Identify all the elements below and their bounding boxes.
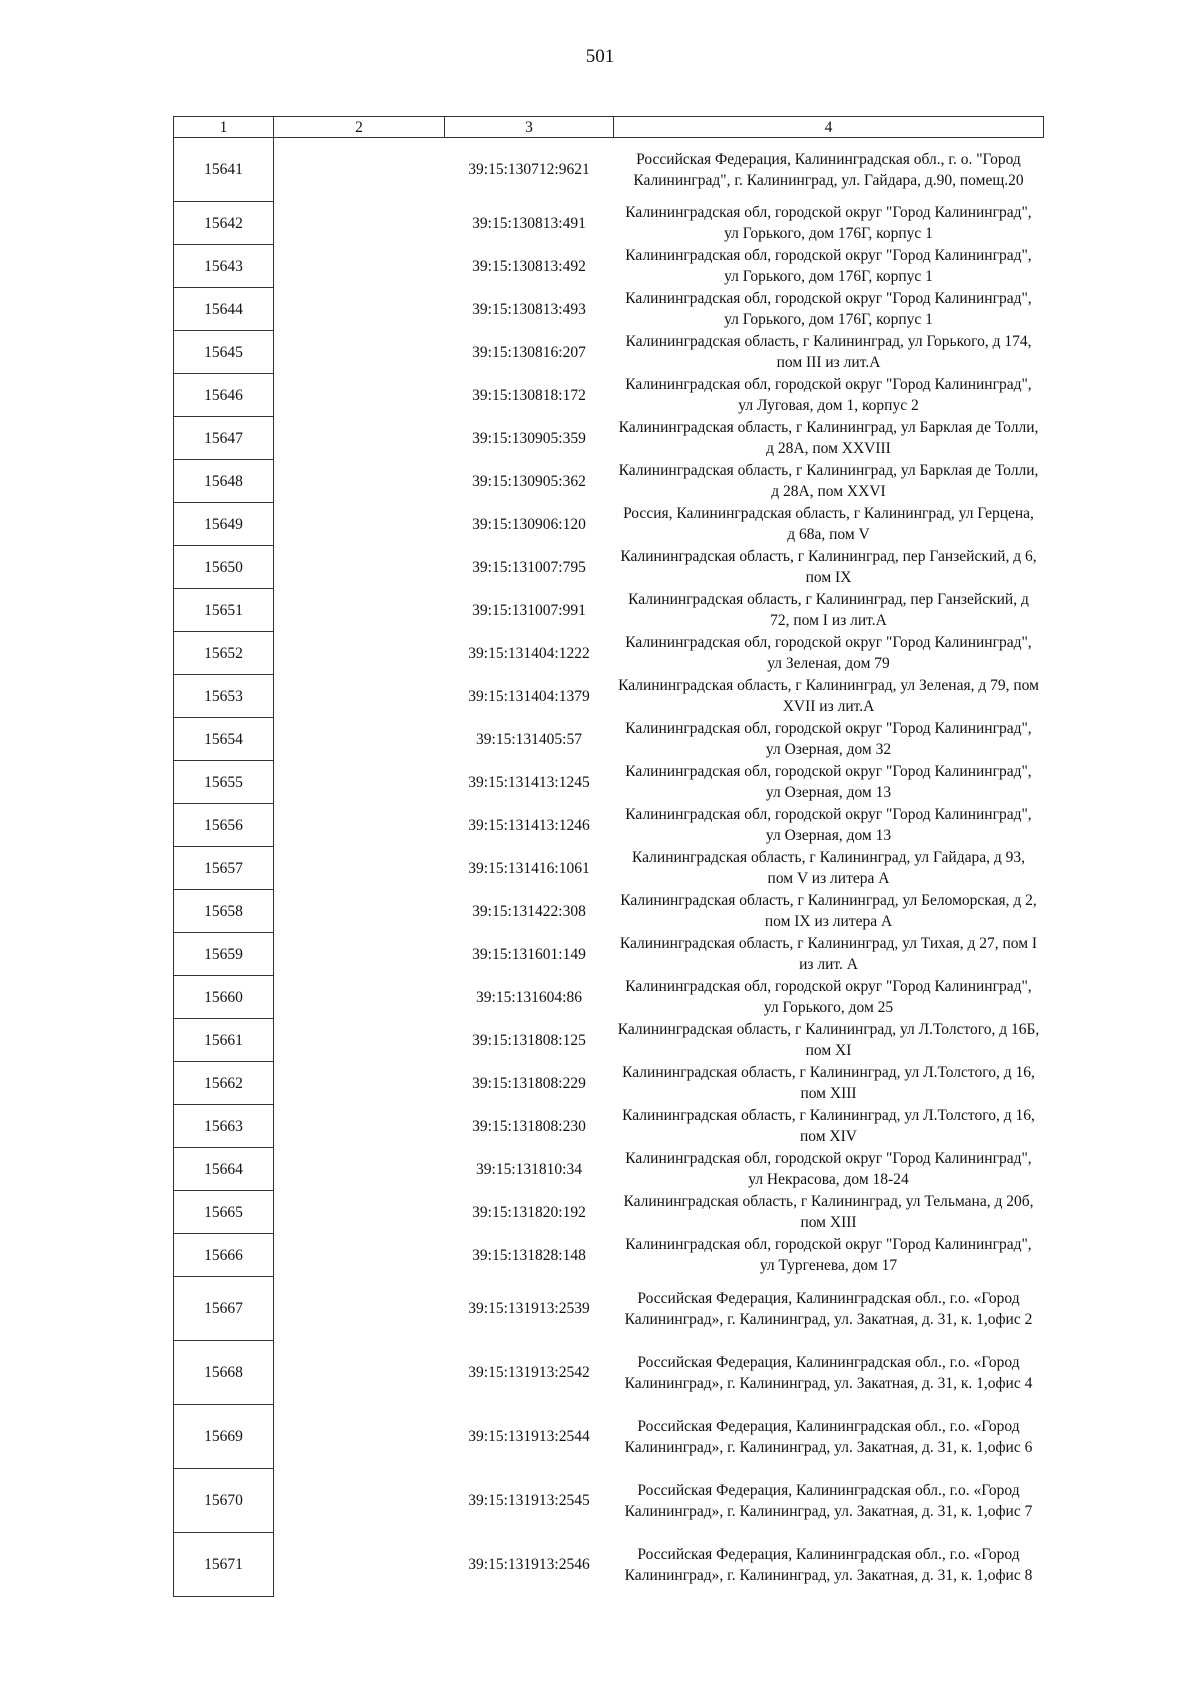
address-cell: Калининградская область, г Калининград, ул Л.Толстого, д 16, пом XIV <box>622 1107 1035 1145</box>
cadastral-number-cell: 39:15:131007:795 <box>472 558 586 576</box>
row-number-cell: 15660 <box>174 976 274 1019</box>
row-number-cell: 15667 <box>174 1277 274 1341</box>
row-number-cell: 15646 <box>174 374 274 417</box>
address-cell: Калининградская область, г Калининград, пер Ганзейский, д 6, пом IX <box>620 548 1037 586</box>
table-row <box>174 1405 1044 1469</box>
empty-cell <box>274 1148 445 1191</box>
empty-cell <box>274 718 445 761</box>
address-cell: Калининградская область, г Калининград, ул Барклая де Толли, д 28А, пом XXVIII <box>618 419 1039 457</box>
row-number-cell: 15664 <box>174 1148 274 1191</box>
column-header-2: 2 <box>274 117 445 138</box>
cadastral-number-cell: 39:15:131913:2545 <box>468 1492 590 1509</box>
cadastral-number-cell: 39:15:131810:34 <box>476 1160 582 1178</box>
cadastral-number-cell: 39:15:131808:230 <box>472 1117 586 1135</box>
row-number-cell: 15644 <box>174 288 274 331</box>
table-row <box>174 546 1044 589</box>
empty-cell <box>274 675 445 718</box>
empty-cell <box>274 1191 445 1234</box>
cadastral-number-cell: 39:15:131828:148 <box>472 1246 586 1264</box>
address-cell: Российская Федерация, Калининградская обл., г.о. «Город Калининград», г. Калининград, ул. Закатная, д. 31, к. 1,офис 2 <box>624 1289 1033 1328</box>
row-number-cell: 15659 <box>174 933 274 976</box>
cadastral-number-cell: 39:15:130813:493 <box>472 300 586 318</box>
empty-cell <box>274 417 445 460</box>
table-row <box>174 503 1044 546</box>
table-row <box>174 1341 1044 1405</box>
empty-cell <box>274 847 445 890</box>
row-number-cell: 15654 <box>174 718 274 761</box>
table-row <box>174 138 1044 202</box>
address-cell: Российская Федерация, Калининградская обл., г.о. «Город Калининград», г. Калининград, ул. Закатная, д. 31, к. 1,офис 6 <box>624 1417 1033 1456</box>
table-row <box>174 1062 1044 1105</box>
address-cell: Калининградская обл, городской округ "Город Калининград", ул Горького, дом 176Г, корпус 1 <box>625 204 1032 242</box>
address-cell: Калининградская обл, городской округ "Город Калининград", ул Горького, дом 176Г, корпус 1 <box>625 290 1032 328</box>
table-row <box>174 632 1044 675</box>
empty-cell <box>274 589 445 632</box>
empty-cell <box>274 1277 445 1341</box>
row-number-cell: 15658 <box>174 890 274 933</box>
address-cell: Калининградская область, г Калининград, ул Гайдара, д 93, пом V из литера А <box>632 849 1025 887</box>
row-number-cell: 15666 <box>174 1234 274 1277</box>
empty-cell <box>274 804 445 847</box>
row-number-cell: 15657 <box>174 847 274 890</box>
table-row <box>174 1234 1044 1277</box>
row-number-cell: 15665 <box>174 1191 274 1234</box>
table-row <box>174 718 1044 761</box>
empty-cell <box>274 632 445 675</box>
row-number-cell: 15662 <box>174 1062 274 1105</box>
row-number-cell: 15669 <box>174 1405 274 1469</box>
row-number-cell: 15642 <box>174 202 274 245</box>
table-row <box>174 1469 1044 1533</box>
table-row <box>174 1105 1044 1148</box>
cadastral-number-cell: 39:15:131007:991 <box>472 601 586 619</box>
empty-cell <box>274 288 445 331</box>
cadastral-number-cell: 39:15:130813:492 <box>472 257 586 275</box>
page-number: 501 <box>585 46 615 67</box>
row-number-cell: 15641 <box>174 138 274 202</box>
cadastral-number-cell: 39:15:130712:9621 <box>468 161 590 179</box>
address-cell: Калининградская область, г Калининград, ул Тихая, д 27, пом I из лит. А <box>619 935 1038 973</box>
row-number-cell: 15663 <box>174 1105 274 1148</box>
registry-table <box>173 116 1044 1597</box>
table-row <box>174 1277 1044 1341</box>
cadastral-number-cell: 39:15:131405:57 <box>476 730 582 748</box>
table-row <box>174 976 1044 1019</box>
address-cell: Калининградская область, г Калининград, ул Л.Толстого, д 16, пом XIII <box>622 1064 1035 1102</box>
address-cell: Калининградская область, г Калининград, пер Ганзейский, д 72, пом I из лит.А <box>628 591 1029 629</box>
cadastral-number-cell: 39:15:131604:86 <box>476 988 582 1006</box>
row-number-cell: 15661 <box>174 1019 274 1062</box>
cadastral-number-cell: 39:15:131404:1379 <box>468 687 590 705</box>
cadastral-number-cell: 39:15:130818:172 <box>472 386 586 404</box>
empty-cell <box>274 546 445 589</box>
address-cell: Калининградская область, г Калининград, ул Горького, д 174, пом III из лит.А <box>625 333 1032 371</box>
empty-cell <box>274 331 445 374</box>
table-body <box>174 117 1044 1597</box>
empty-cell <box>274 460 445 503</box>
row-number-cell: 15643 <box>174 245 274 288</box>
address-cell: Калининградская область, г Калининград, ул Зеленая, д 79, пом XVII из лит.А <box>618 677 1039 715</box>
cadastral-number-cell: 39:15:131413:1245 <box>468 773 590 791</box>
table-row <box>174 245 1044 288</box>
column-header-3: 3 <box>445 117 614 138</box>
cadastral-number-cell: 39:15:131404:1222 <box>468 644 590 662</box>
row-number-cell: 15648 <box>174 460 274 503</box>
address-cell: Калининградская обл, городской округ "Город Калининград", ул Некрасова, дом 18-24 <box>625 1150 1032 1188</box>
empty-cell <box>274 138 445 202</box>
table-row <box>174 761 1044 804</box>
address-cell: Калининградская обл, городской округ "Город Калининград", ул Тургенева, дом 17 <box>625 1236 1032 1274</box>
table-row <box>174 288 1044 331</box>
table-row <box>174 460 1044 503</box>
empty-cell <box>274 1062 445 1105</box>
address-cell: Калининградская область, г Калининград, ул Барклая де Толли, д 28А, пом XXVI <box>618 462 1039 500</box>
address-cell: Калининградская область, г Калининград, ул Тельмана, д 20б, пом XIII <box>623 1193 1034 1231</box>
address-cell: Калининградская обл, городской округ "Город Калининград", ул Озерная, дом 13 <box>625 806 1032 844</box>
address-cell: Калининградская обл, городской округ "Город Калининград", ул Зеленая, дом 79 <box>625 634 1032 672</box>
column-header-4: 4 <box>614 117 1044 138</box>
address-cell: Россия, Калининградская область, г Калининград, ул Герцена, д 68а, пом V <box>623 505 1034 543</box>
cadastral-number-cell: 39:15:130813:491 <box>472 214 586 232</box>
empty-cell <box>274 890 445 933</box>
empty-cell <box>274 1341 445 1405</box>
cadastral-number-cell: 39:15:131913:2542 <box>468 1364 590 1381</box>
table-row <box>174 933 1044 976</box>
empty-cell <box>274 1469 445 1533</box>
table-row <box>174 589 1044 632</box>
address-cell: Российская Федерация, Калининградская обл., г. о. "Город Калининград", г. Калининград, ул. Гайдара, д.90, помещ.20 <box>633 150 1024 189</box>
cadastral-number-cell: 39:15:131601:149 <box>472 945 586 963</box>
table-row <box>174 1191 1044 1234</box>
empty-cell <box>274 1105 445 1148</box>
row-number-cell: 15650 <box>174 546 274 589</box>
row-number-cell: 15656 <box>174 804 274 847</box>
table-row <box>174 1533 1044 1597</box>
cadastral-number-cell: 39:15:131416:1061 <box>468 859 590 877</box>
cadastral-number-cell: 39:15:130905:362 <box>472 472 586 490</box>
empty-cell <box>274 245 445 288</box>
address-cell: Калининградская обл, городской округ "Город Калининград", ул Озерная, дом 32 <box>625 720 1032 758</box>
row-number-cell: 15651 <box>174 589 274 632</box>
empty-cell <box>274 976 445 1019</box>
address-cell: Калининградская обл, городской округ "Город Калининград", ул Озерная, дом 13 <box>625 763 1032 801</box>
empty-cell <box>274 1234 445 1277</box>
address-cell: Калининградская обл, городской округ "Город Калининград", ул Луговая, дом 1, корпус 2 <box>625 376 1032 414</box>
empty-cell <box>274 374 445 417</box>
empty-cell <box>274 503 445 546</box>
row-number-cell: 15670 <box>174 1469 274 1533</box>
table-row <box>174 417 1044 460</box>
row-number-cell: 15645 <box>174 331 274 374</box>
table-row <box>174 675 1044 718</box>
column-header-1: 1 <box>174 117 274 138</box>
empty-cell <box>274 202 445 245</box>
row-number-cell: 15668 <box>174 1341 274 1405</box>
empty-cell <box>274 933 445 976</box>
cadastral-number-cell: 39:15:131913:2544 <box>468 1428 590 1445</box>
cadastral-number-cell: 39:15:130816:207 <box>472 343 586 361</box>
row-number-cell: 15652 <box>174 632 274 675</box>
cadastral-number-cell: 39:15:131808:229 <box>472 1074 586 1092</box>
row-number-cell: 15653 <box>174 675 274 718</box>
address-cell: Российская Федерация, Калининградская обл., г.о. «Город Калининград», г. Калининград, ул. Закатная, д. 31, к. 1,офис 8 <box>624 1545 1033 1584</box>
empty-cell <box>274 761 445 804</box>
row-number-cell: 15655 <box>174 761 274 804</box>
table-row <box>174 202 1044 245</box>
table-row <box>174 847 1044 890</box>
table-row <box>174 890 1044 933</box>
address-cell: Российская Федерация, Калининградская обл., г.о. «Город Калининград», г. Калининград, ул. Закатная, д. 31, к. 1,офис 7 <box>624 1481 1033 1520</box>
table-header-row <box>174 117 1044 138</box>
address-cell: Российская Федерация, Калининградская обл., г.о. «Город Калининград», г. Калининград, ул. Закатная, д. 31, к. 1,офис 4 <box>624 1353 1033 1392</box>
cadastral-number-cell: 39:15:131913:2546 <box>468 1556 590 1573</box>
table-row <box>174 374 1044 417</box>
row-number-cell: 15647 <box>174 417 274 460</box>
empty-cell <box>274 1405 445 1469</box>
cadastral-number-cell: 39:15:131422:308 <box>472 902 586 920</box>
address-cell: Калининградская обл, городской округ "Город Калининград", ул Горького, дом 176Г, корпус 1 <box>625 247 1032 285</box>
empty-cell <box>274 1019 445 1062</box>
cadastral-number-cell: 39:15:131913:2539 <box>468 1300 590 1317</box>
table-row <box>174 1148 1044 1191</box>
row-number-cell: 15671 <box>174 1533 274 1597</box>
empty-cell <box>274 1533 445 1597</box>
address-cell: Калининградская область, г Калининград, ул Беломорская, д 2, пом IX из литера А <box>620 892 1037 930</box>
cadastral-number-cell: 39:15:130905:359 <box>472 429 586 447</box>
table-row <box>174 804 1044 847</box>
row-number-cell: 15649 <box>174 503 274 546</box>
table-row <box>174 331 1044 374</box>
cadastral-number-cell: 39:15:130906:120 <box>472 515 586 533</box>
cadastral-number-cell: 39:15:131808:125 <box>472 1031 586 1049</box>
cadastral-number-cell: 39:15:131413:1246 <box>468 816 590 834</box>
cadastral-number-cell: 39:15:131820:192 <box>472 1203 586 1221</box>
address-cell: Калининградская обл, городской округ "Город Калининград", ул Горького, дом 25 <box>625 978 1032 1016</box>
address-cell: Калининградская область, г Калининград, ул Л.Толстого, д 16Б, пом XI <box>617 1021 1040 1059</box>
table-row <box>174 1019 1044 1062</box>
